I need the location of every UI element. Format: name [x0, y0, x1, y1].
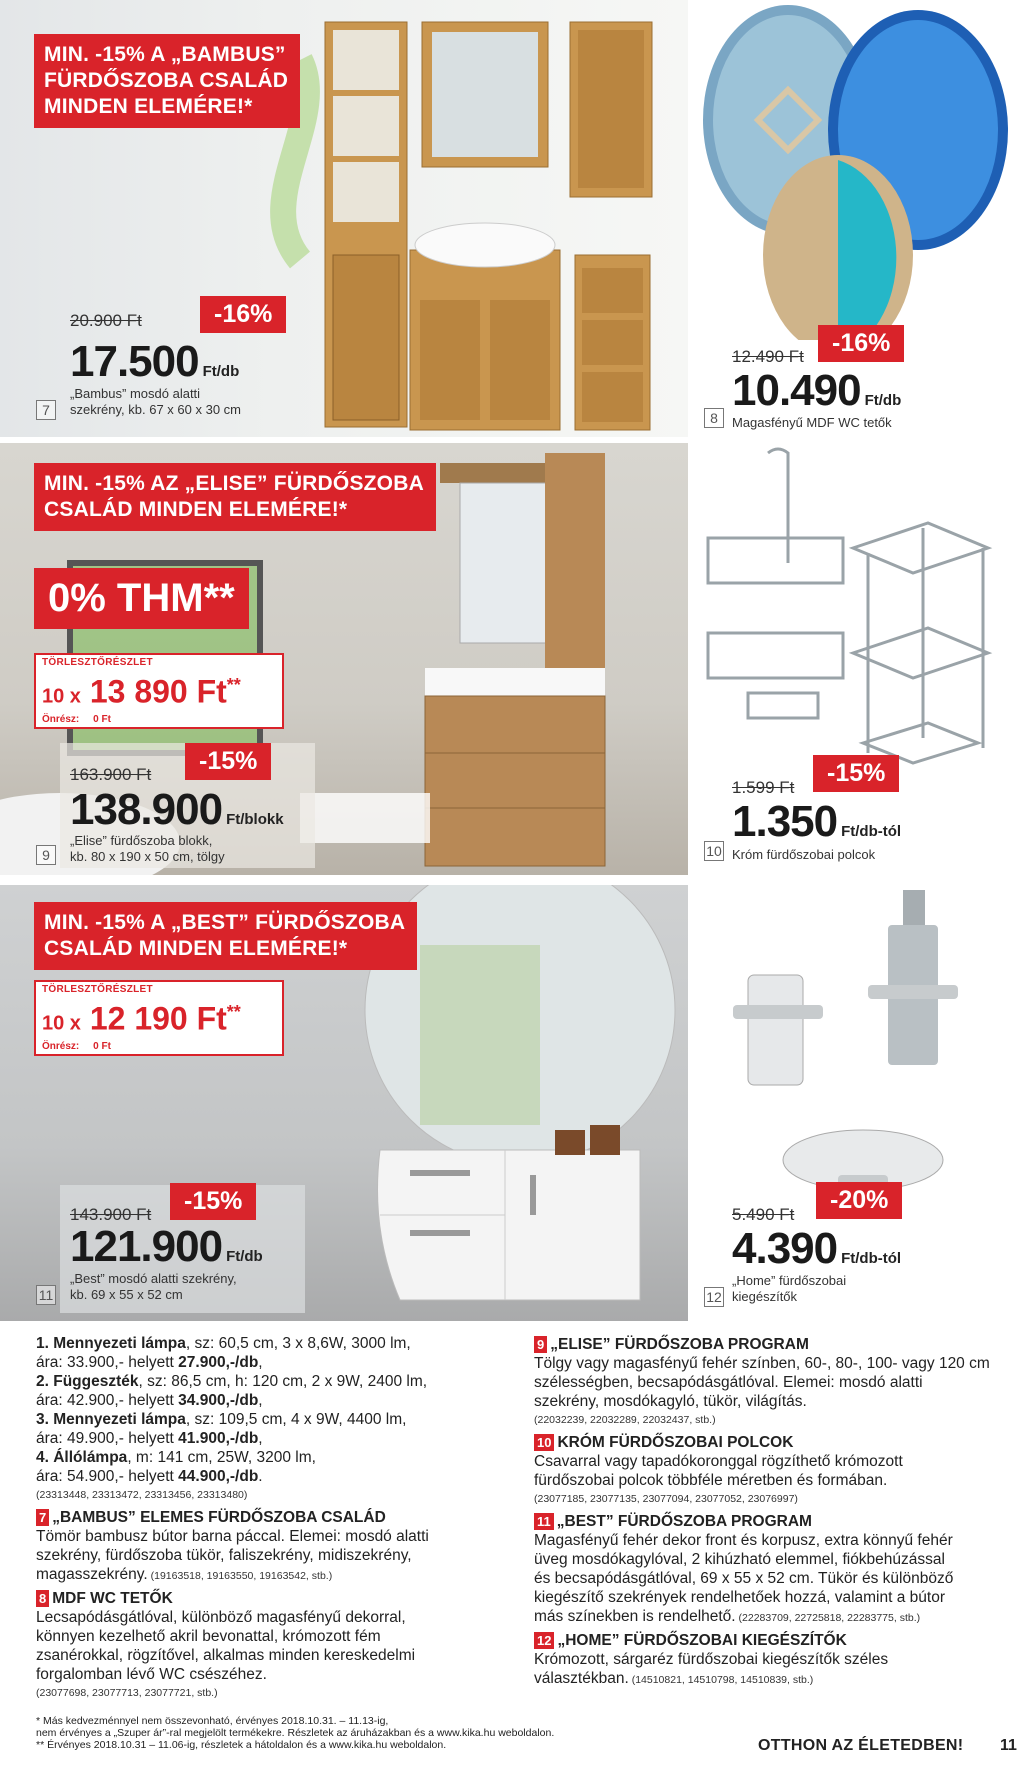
tile-bambus [0, 0, 688, 437]
elise-new-price [70, 785, 284, 834]
lamp-name: 4. Állólámpa [36, 1449, 128, 1466]
section-codes: (22283709, 22725818, 22283775, stb.) [735, 1612, 921, 1624]
tile-home-accessories [688, 885, 1033, 1321]
section-codes: (14510821, 14510798, 14510839, stb.) [628, 1674, 814, 1686]
section-body-line: fürdőszobai polcok többféle méretben és formában. [534, 1472, 888, 1489]
installment-label: TÖRLESZTŐRÉSZLET [42, 657, 153, 668]
lamp-price: 44.900,-/db [178, 1468, 259, 1485]
section-title: „BEST” FÜRDŐSZOBA PROGRAM [556, 1513, 812, 1530]
lamp-name: 3. Mennyezeti lámpa [36, 1411, 186, 1428]
desc-line: kb. 69 x 55 x 52 cm [70, 1287, 183, 1302]
lamp-price: 34.900,-/db [178, 1392, 259, 1409]
price-unit: Ft/db-tól [841, 823, 902, 840]
price-unit: Ft/db [226, 1248, 263, 1265]
product-description [732, 1273, 846, 1305]
installment-amount [42, 995, 276, 1041]
discount-badge: -16% [818, 325, 904, 362]
lamp-old-price: ára: 49.900,- helyett [36, 1430, 179, 1447]
lamp-spec: , sz: 60,5 cm, 3 x 8,6W, 3000 lm, [185, 1335, 411, 1352]
old-price: 1.599 Ft [732, 778, 795, 797]
installment-star: ** [226, 675, 241, 695]
banner-line: CSALÁD MINDEN ELEMÉRE!* [44, 937, 348, 960]
page-number: 11 [1000, 1737, 1017, 1754]
installment-value: 13 890 Ft [89, 673, 227, 710]
tile-chrome-shelves [688, 443, 1033, 875]
lamp-item [36, 1372, 526, 1391]
shelves-new-price [732, 797, 902, 846]
new-price: 17.500 [70, 337, 199, 386]
old-price: 143.900 Ft [70, 1205, 152, 1224]
section-heading-home [534, 1631, 1024, 1650]
old-price: 5.490 Ft [732, 1205, 795, 1224]
lamp-old-price: ára: 33.900,- helyett [36, 1354, 179, 1371]
section-title: „BAMBUS” ELEMES FÜRDŐSZOBA CSALÁD [52, 1509, 386, 1526]
own-value: 0 Ft [93, 713, 111, 725]
lamp-end: , [258, 1430, 263, 1447]
old-price: 20.900 Ft [70, 311, 142, 330]
product-description: Magasfényű MDF WC tetők [732, 415, 892, 430]
tile-wc-seats [688, 0, 1033, 437]
discount-badge: -20% [816, 1182, 902, 1219]
lamp-spec: , sz: 86,5 cm, h: 120 cm, 2 x 9W, 2400 lm, [138, 1373, 428, 1390]
tile-elise [0, 443, 688, 875]
price-unit: Ft/db [202, 363, 240, 380]
section-badge: 10 [534, 1434, 554, 1451]
desc-line: „Elise” fürdőszoba blokk, [70, 833, 213, 848]
new-price: 138.900 [70, 785, 223, 834]
desc-line: „Home” fürdőszobai [732, 1273, 847, 1288]
own-contribution [42, 714, 276, 725]
bambus-new-price [70, 337, 240, 386]
desc-line: „Best” mosdó alatti szekrény, [70, 1271, 237, 1286]
product-description [70, 1271, 237, 1303]
section-codes: (22032239, 22032289, 22032437, stb.) [534, 1414, 716, 1426]
footnote-line: * Más kedvezménnyel nem összevonható, érvényes 2018.10.31. – 11.13-ig, [36, 1715, 389, 1727]
elise-promo-banner [34, 463, 436, 531]
chrome-shelves-image [688, 443, 1033, 783]
section-body-line [534, 1607, 1024, 1628]
lamp-name: 2. Függeszték [36, 1373, 139, 1390]
section-heading-bambus [36, 1508, 526, 1527]
section-codes: (19163518, 19163550, 19163542, stb.) [147, 1570, 333, 1582]
price-unit: Ft/db [864, 392, 902, 409]
section-heading-mdf [36, 1589, 526, 1608]
installment-box [34, 980, 284, 1056]
lamp-old-price: ára: 54.900,- helyett [36, 1468, 179, 1485]
lamp-price: 27.900,-/db [178, 1354, 259, 1371]
section-body-line: szélességben, becsapódásgátlóval. Elemei: mosdó alatti [534, 1374, 923, 1391]
lamp-end: , [258, 1392, 263, 1409]
section-body-line: szekrény, mosdókagyló, tükör, világítás. [534, 1393, 807, 1410]
footnote-line: nem érvényes a „Szuper ár”-ral megjelölt termékekre. Részletek az áruházakban és a www.kika.hu weboldalon. [36, 1727, 555, 1739]
slogan: OTTHON AZ ÉLETEDBEN! [758, 1737, 964, 1754]
best-new-price [70, 1222, 263, 1271]
tile-best [0, 885, 688, 1321]
section-body-line: Csavarral vagy tapadókoronggal rögzíthető krómozott [534, 1453, 903, 1470]
old-price: 163.900 Ft [70, 765, 152, 784]
own-label: Önrész: [42, 713, 80, 725]
lamp-price-line [36, 1429, 526, 1448]
section-badge: 8 [36, 1590, 49, 1607]
item-number: 11 [36, 1285, 56, 1305]
product-description [70, 386, 241, 418]
home-accessories-image [688, 885, 1033, 1215]
lamp-item [36, 1334, 526, 1353]
section-body-line: Tömör bambusz bútor barna páccal. Elemei: mosdó alatti [36, 1528, 429, 1545]
installment-value: 12 190 Ft [89, 1000, 227, 1037]
desc-line: kiegészítők [732, 1289, 798, 1304]
section-title: MDF WC TETŐK [52, 1590, 173, 1607]
wc-new-price [732, 366, 902, 415]
own-label: Önrész: [42, 1040, 80, 1052]
lamp-item [36, 1448, 526, 1467]
section-title: „HOME” FÜRDŐSZOBAI KIEGÉSZÍTŐK [557, 1632, 847, 1649]
lamp-price-line [36, 1391, 526, 1410]
own-contribution [42, 1041, 276, 1052]
section-badge: 7 [36, 1509, 49, 1526]
section-badge: 9 [534, 1336, 547, 1353]
section-body-line: zsanérokkal, rögzítővel, alkalmas minden kereskedelmi [36, 1647, 416, 1664]
lamp-old-price: ára: 42.900,- helyett [36, 1392, 179, 1409]
item-number: 7 [36, 400, 56, 420]
wc-seats-image [688, 0, 1033, 340]
lamp-price-line [36, 1353, 526, 1372]
discount-badge: -15% [813, 755, 899, 792]
section-title: KRÓM FÜRDŐSZOBAI POLCOK [557, 1434, 794, 1451]
section-body-line: és becsapódásgátlóval, 69 x 55 x 52 cm. Tükör és különböző [534, 1570, 954, 1587]
banner-line: CSALÁD MINDEN ELEMÉRE!* [44, 498, 348, 521]
lamp-price: 41.900,-/db [178, 1430, 259, 1447]
best-promo-banner [34, 902, 417, 970]
section-body-text: választékban. [534, 1670, 629, 1687]
installment-box [34, 653, 284, 729]
banner-line: MINDEN ELEMÉRE!* [44, 95, 253, 118]
section-body-line: forgalomban lévő WC csészéhez. [36, 1666, 267, 1683]
installment-amount [42, 668, 276, 714]
item-number: 12 [704, 1287, 724, 1307]
home-new-price [732, 1224, 902, 1273]
section-body-line: szekrény, fürdőszoba tükör, faliszekrény, midiszekrény, [36, 1547, 412, 1564]
new-price: 121.900 [70, 1222, 223, 1271]
section-body-text: más színekben is rendelhető. [534, 1608, 736, 1625]
own-value: 0 Ft [93, 1040, 111, 1052]
footnotes [36, 1715, 736, 1751]
footnote-line: ** Érvényes 2018.10.31 – 11.06-ig, részletek a hátoldalon és a www.kika.hu weboldalon. [36, 1739, 447, 1751]
section-body-line: Magasfényű fehér dekor front és korpusz, extra könnyű fehér [534, 1532, 953, 1549]
banner-line: FÜRDŐSZOBA CSALÁD [44, 69, 289, 92]
section-badge: 12 [534, 1632, 554, 1649]
section-heading-krom [534, 1433, 1024, 1452]
section-body-line: üveg mosdókagylóval, 2 kihúzható elemmel, fiókbehúzással [534, 1551, 945, 1568]
banner-line: MIN. -15% AZ „ELISE” FÜRDŐSZOBA [44, 472, 424, 495]
section-title: „ELISE” FÜRDŐSZOBA PROGRAM [550, 1336, 809, 1353]
item-number: 9 [36, 845, 56, 865]
new-price: 1.350 [732, 797, 838, 846]
desc-line: kb. 80 x 190 x 50 cm, tölgy [70, 849, 225, 864]
price-unit: Ft/db-tól [841, 1250, 902, 1267]
installment-star: ** [226, 1002, 241, 1022]
old-price: 12.490 Ft [732, 347, 804, 366]
lamp-item [36, 1410, 526, 1429]
desc-line: „Bambus” mosdó alatti [70, 386, 201, 401]
banner-line: MIN. -15% A „BEST” FÜRDŐSZOBA [44, 911, 406, 934]
section-heading-best [534, 1512, 1024, 1531]
section-badge: 11 [534, 1513, 554, 1530]
item-number: 10 [704, 841, 724, 861]
lamp-name: 1. Mennyezeti lámpa [36, 1335, 186, 1352]
lamp-spec: , sz: 109,5 cm, 4 x 9W, 4400 lm, [185, 1411, 407, 1428]
section-heading-elise [534, 1335, 1024, 1354]
installment-label: TÖRLESZTŐRÉSZLET [42, 984, 153, 995]
discount-badge: -16% [200, 296, 286, 333]
section-body-line [36, 1565, 526, 1586]
desc-line: szekrény, kb. 67 x 60 x 30 cm [70, 402, 241, 417]
new-price: 10.490 [732, 366, 861, 415]
product-description [70, 833, 225, 865]
right-text-column [534, 1332, 1024, 1690]
section-body-line: könnyen kezelhető akril bevonattal, krómozott fém [36, 1628, 381, 1645]
lamp-end: , [258, 1354, 263, 1371]
item-number: 8 [704, 408, 724, 428]
new-price: 4.390 [732, 1224, 838, 1273]
product-description: Króm fürdőszobai polcok [732, 847, 876, 862]
lamp-price-line [36, 1467, 526, 1486]
price-unit: Ft/blokk [226, 811, 284, 828]
discount-badge: -15% [185, 743, 271, 780]
lamp-spec: , m: 141 cm, 25W, 3200 lm, [127, 1449, 316, 1466]
discount-badge: -15% [170, 1183, 256, 1220]
thm-badge: 0% THM** [34, 568, 249, 629]
section-body-line: kiegészítő szekrények rendelhetőek hozzá, valamint a bútor [534, 1589, 945, 1606]
lamp-codes: (23313448, 23313472, 23313456, 23313480) [36, 1489, 248, 1501]
left-text-column [36, 1334, 526, 1703]
section-body-line: Krómozott, sárgaréz fürdőszobai kiegészítők széles [534, 1651, 889, 1668]
installment-prefix: 10 x [42, 685, 81, 708]
section-codes: (23077698, 23077713, 23077721, stb.) [36, 1687, 218, 1699]
section-codes: (23077185, 23077135, 23077094, 23077052, 23076997) [534, 1493, 798, 1505]
installment-prefix: 10 x [42, 1012, 81, 1035]
section-body-line [534, 1669, 1024, 1690]
banner-line: MIN. -15% A „BAMBUS” [44, 43, 286, 66]
bambus-promo-banner [34, 34, 300, 128]
section-body-line: Lecsapódásgátlóval, különböző magasfényű dekorral, [36, 1609, 406, 1626]
section-body-text: magasszekrény. [36, 1566, 148, 1583]
section-body-line: Tölgy vagy magasfényű fehér színben, 60-, 80-, 100- vagy 120 cm [534, 1355, 990, 1372]
lamp-end: . [258, 1468, 263, 1485]
